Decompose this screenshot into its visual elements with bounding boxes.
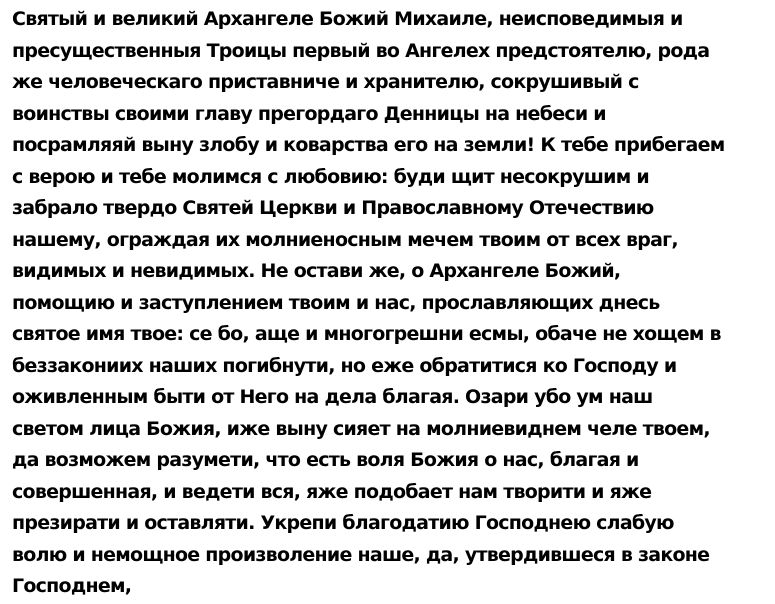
text-line: посрамляяй выну злобу и коварства его на земли! К тебе прибегаем [12,134,725,156]
prayer-text-block [12,4,772,603]
text-line: да возможем разумети, что есть воля Божия о нас, благая и [12,449,639,471]
text-line: с верою и тебе молимся с любовию: буди щит несокрушим и [12,165,649,188]
text-line: Господнем, [12,575,132,597]
text-line: нашему, ограждая их молниеносным мечем твоим от всех враг, [12,228,678,251]
text-line: оживленным быти от Него на дела благая. Озари убо ум наш [12,386,653,408]
text-line: волю и немощное произволение наше, да, утвердившеся в законе [12,543,710,566]
text-line: презирати и оставляти. Укрепи благодатию Господнею слабую [12,512,674,534]
text-line: воинствы своими главу прегордаго Денницы на небеси и [12,102,606,125]
text-line: помощию и заступлением твоим и нас, прославляющих днесь [12,291,660,314]
text-line: совершенная, и ведети вся, яже подобает нам творити и яже [12,480,652,503]
text-line: забрало твердо Святей Церкви и Православному Отечествию [12,197,654,219]
text-line: святое имя твое: се бо, аще и многогрешни есмы, обаче не хощем в [12,323,721,345]
text-line: видимых и невидимых. Не остави же, о Архангеле Божий, [12,260,621,282]
text-line: беззакониих наших погибнути, но еже обратитися ко Господу и [12,354,677,377]
text-line: Святый и великий Архангеле Божий Михаиле, неисповедимыя и [12,8,683,30]
text-line: светом лица Божия, иже выну сияет на молниевиднем челе твоем, [12,417,710,440]
text-line: же человеческаго приставниче и хранителю, сокрушивый с [12,71,639,93]
text-line: пресущественныя Троицы первый во Ангелех предстоятелю, рода [12,39,710,62]
